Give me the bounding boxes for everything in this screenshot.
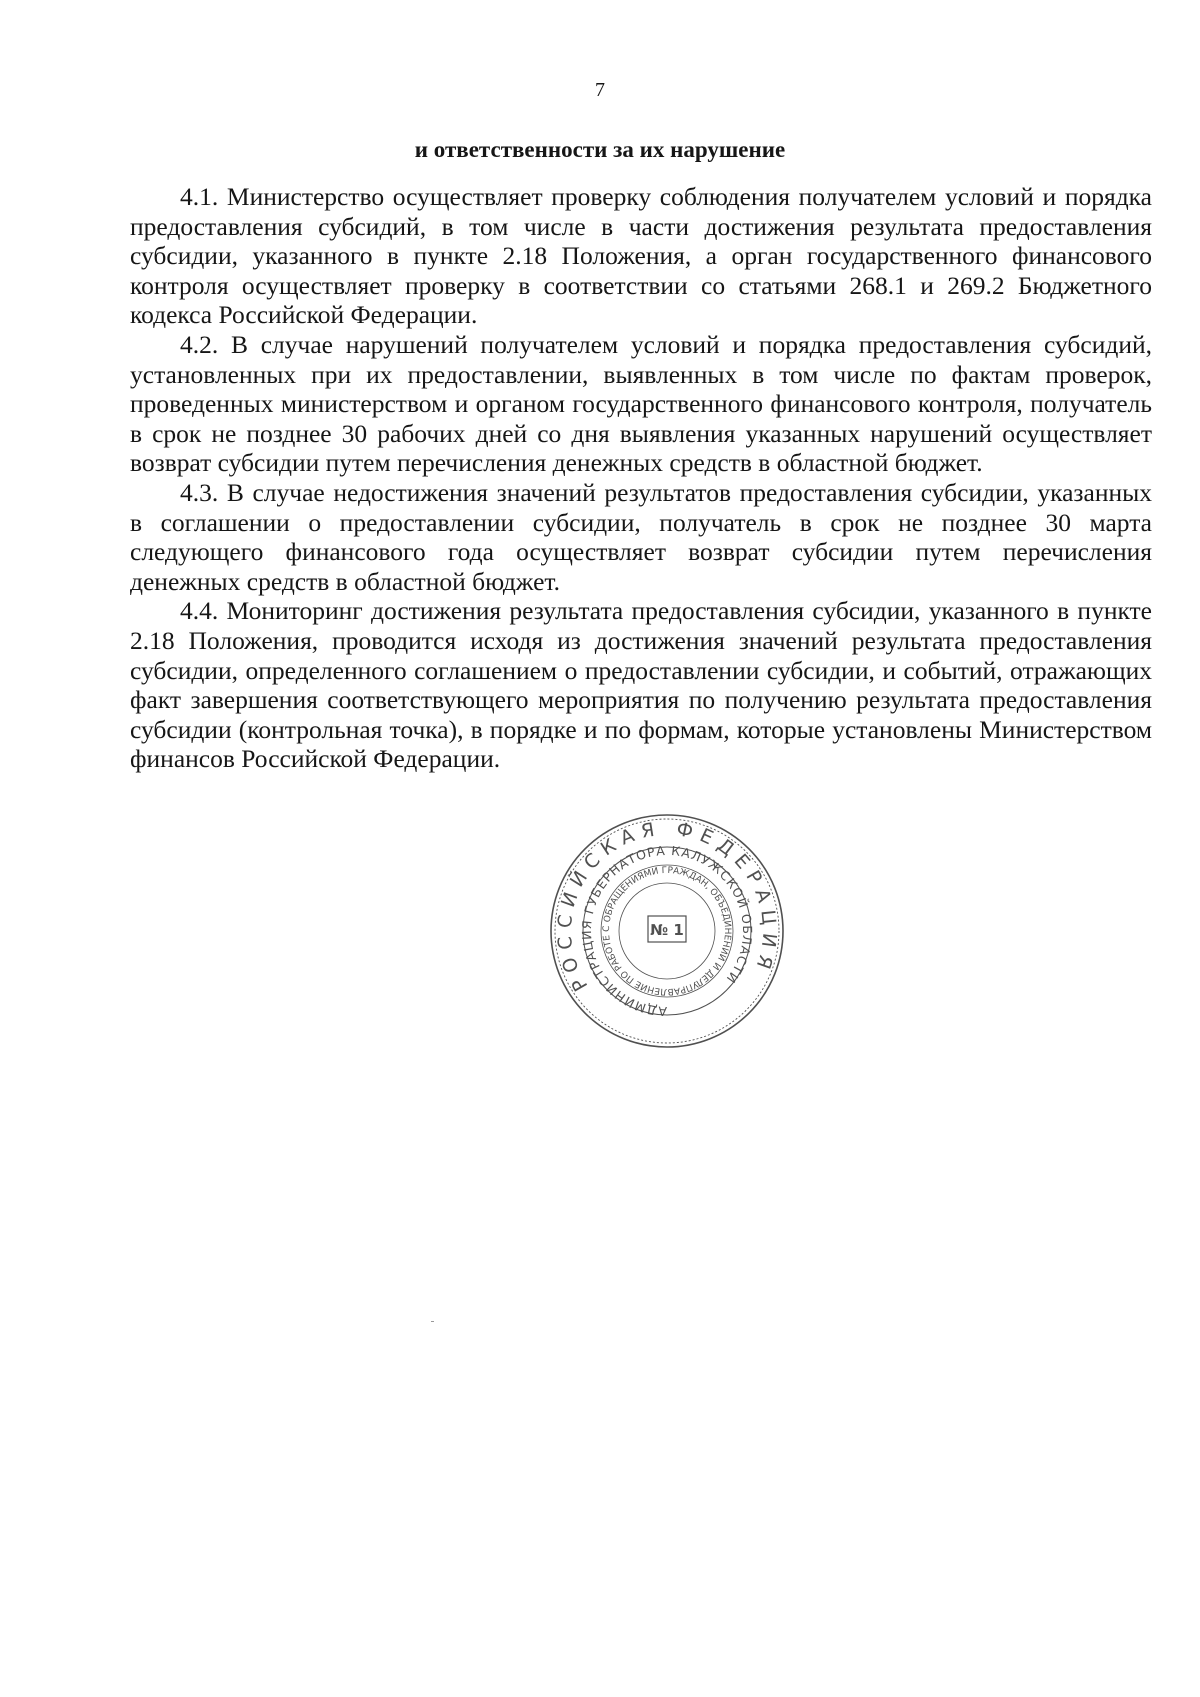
- official-seal: [548, 812, 786, 1050]
- paragraph-4-4: 4.4. Мониторинг достижения результата предоставления субсидии, указанного в пункте 2.18 Положения, проводится исходя из достижения значений результата предоставления субсидии, определенного соглашением о предоставлении субсидии, и событий, отражающих факт завершения соответствующего мероприятия по получению результата предоставления субсидии (контрольная точка), в порядке и по формам, которые установлены Министерством финансов Российской Федерации.: [130, 596, 1152, 774]
- seal-inner-text: УПРАВЛЕНИЕ ПО РАБОТЕ С ОБРАЩЕНИЯМИ ГРАЖДАН, ОБЪЕДИНЕНИЙ И ДЕЛОПРОИЗВОДСТВУ: [601, 865, 733, 997]
- page-number: 7: [595, 79, 605, 101]
- section-heading: и ответственности за их нарушение: [414, 137, 786, 162]
- seal-center-number: № 1: [650, 921, 684, 939]
- paragraph-4-3: 4.3. В случае недостижения значений результатов предоставления субсидии, указанных в соглашении о предоставлении субсидии, получатель в срок не позднее 30 марта следующего финансового года осуществляет возврат субсидии путем перечисления денежных средств в областной бюджет.: [130, 477, 1152, 596]
- scan-artifact: [431, 1321, 434, 1322]
- paragraph-4-2: 4.2. В случае нарушений получателем условий и порядка предоставления субсидий, установленных при их предоставлении, выявленных в том числе по фактам проверок, проведенных министерством и органом государственного финансового контроля, получатель в срок не позднее 30 рабочих дней со дня выявления указанных нарушений осуществляет возврат субсидии путем перечисления денежных средств в областной бюджет.: [130, 329, 1152, 478]
- seal-middle-text: АДМИНИСТРАЦИЯ ГУБЕРНАТОРА КАЛУЖСКОЙ ОБЛАСТИ: [578, 842, 756, 1020]
- paragraph-4-1: 4.1. Министерство осуществляет проверку соблюдения получателем условий и порядка предоставления субсидий, в том числе в части достижения результата предоставления субсидии, указанного в пункте 2.18 Положения, а орган государственного финансового контроля осуществляет проверку в соответствии со статьями 268.1 и 269.2 Бюджетного кодекса Российской Федерации.: [130, 182, 1152, 330]
- body-text: [130, 182, 1152, 774]
- seal-outer-text: РОССИЙСКАЯ ФЕДЕРАЦИЯ: [553, 817, 781, 995]
